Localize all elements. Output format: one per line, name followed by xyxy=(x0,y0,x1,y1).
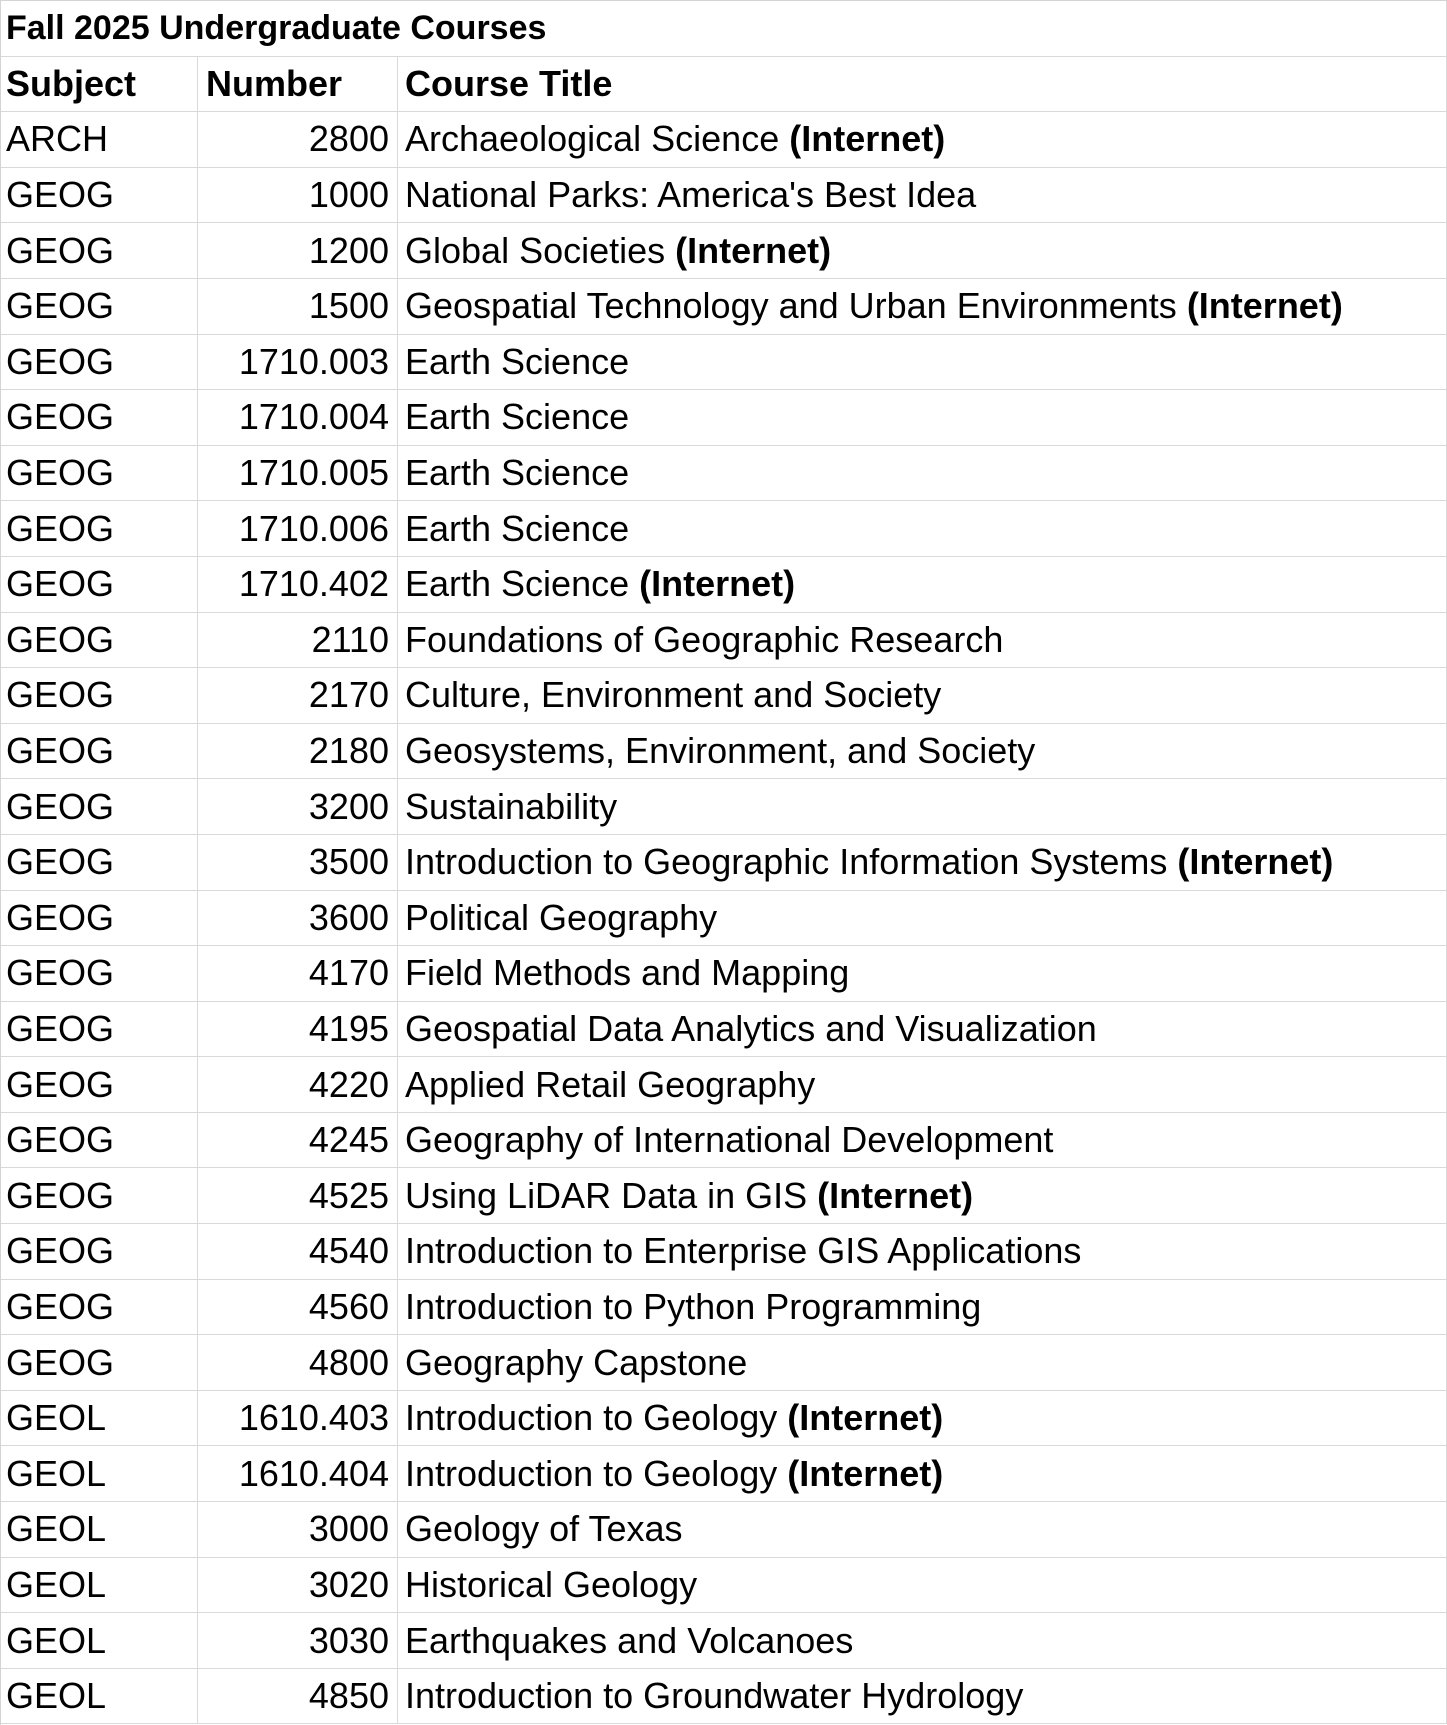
cell-course-title[interactable] xyxy=(398,446,1447,501)
cell-course-title[interactable] xyxy=(398,779,1447,834)
cell-subject[interactable]: GEOG xyxy=(1,335,198,390)
cell-subject[interactable]: GEOG xyxy=(1,223,198,278)
course-title-text: Introduction to Geographic Information Systems xyxy=(405,841,1168,883)
cell-subject[interactable]: GEOG xyxy=(1,1113,198,1168)
table-row[interactable] xyxy=(1,1113,1447,1169)
cell-number[interactable]: 1200 xyxy=(198,223,398,278)
cell-subject[interactable]: GEOG xyxy=(1,779,198,834)
table-row[interactable] xyxy=(1,668,1447,724)
cell-subject[interactable]: ARCH xyxy=(1,112,198,167)
cell-number[interactable]: 1710.003 xyxy=(198,335,398,390)
cell-course-title[interactable] xyxy=(398,390,1447,445)
cell-course-title[interactable] xyxy=(398,1613,1447,1668)
cell-number[interactable]: 1710.006 xyxy=(198,501,398,556)
course-title-text: Introduction to Geology xyxy=(405,1452,778,1494)
table-row[interactable] xyxy=(1,946,1447,1002)
cell-course-title[interactable] xyxy=(398,724,1447,779)
cell-subject[interactable]: GEOG xyxy=(1,835,198,890)
cell-subject[interactable]: GEOG xyxy=(1,1168,198,1223)
cell-course-title[interactable] xyxy=(398,1002,1447,1057)
table-row[interactable] xyxy=(1,1502,1447,1558)
cell-course-title[interactable] xyxy=(398,557,1447,612)
cell-number[interactable]: 4850 xyxy=(198,1669,398,1724)
cell-course-title[interactable] xyxy=(398,668,1447,723)
cell-number[interactable]: 1000 xyxy=(198,168,398,223)
cell-subject[interactable]: GEOG xyxy=(1,724,198,779)
header-number[interactable]: Number xyxy=(198,57,398,112)
header-subject[interactable]: Subject xyxy=(1,57,198,112)
cell-subject[interactable]: GEOG xyxy=(1,168,198,223)
cell-subject[interactable]: GEOG xyxy=(1,891,198,946)
course-title-text: Foundations of Geographic Research xyxy=(405,618,1004,660)
table-row[interactable] xyxy=(1,1558,1447,1614)
table-row[interactable] xyxy=(1,1224,1447,1280)
cell-number[interactable]: 3030 xyxy=(198,1613,398,1668)
cell-subject[interactable]: GEOL xyxy=(1,1558,198,1613)
table-row[interactable] xyxy=(1,1391,1447,1447)
course-title-text: Historical Geology xyxy=(405,1563,698,1605)
table-row[interactable] xyxy=(1,1613,1447,1669)
course-title-text: Introduction to Python Programming xyxy=(405,1285,982,1327)
table-row[interactable] xyxy=(1,168,1447,224)
cell-subject[interactable]: GEOG xyxy=(1,501,198,556)
table-row[interactable] xyxy=(1,724,1447,780)
cell-course-title[interactable] xyxy=(398,279,1447,334)
internet-tag: (Internet) xyxy=(787,1452,944,1494)
course-title-text: Introduction to Enterprise GIS Applications xyxy=(405,1230,1082,1272)
cell-subject[interactable]: GEOL xyxy=(1,1613,198,1668)
course-title-text: Applied Retail Geography xyxy=(405,1063,816,1105)
header-course-title[interactable]: Course Title xyxy=(398,57,1447,112)
cell-course-title[interactable] xyxy=(398,835,1447,890)
cell-subject[interactable]: GEOG xyxy=(1,446,198,501)
cell-course-title[interactable] xyxy=(398,946,1447,1001)
course-title-text: Earth Science xyxy=(405,507,630,549)
table-row[interactable] xyxy=(1,613,1447,669)
cell-number[interactable]: 4195 xyxy=(198,1002,398,1057)
cell-subject[interactable]: GEOG xyxy=(1,1335,198,1390)
cell-subject[interactable]: GEOL xyxy=(1,1669,198,1724)
table-row[interactable] xyxy=(1,557,1447,613)
cell-subject[interactable]: GEOG xyxy=(1,668,198,723)
cell-course-title[interactable] xyxy=(398,223,1447,278)
table-row[interactable] xyxy=(1,1002,1447,1058)
cell-subject[interactable]: GEOG xyxy=(1,557,198,612)
table-row[interactable] xyxy=(1,1669,1447,1725)
table-row[interactable] xyxy=(1,1446,1447,1502)
course-title-text: Earth Science xyxy=(405,340,630,382)
cell-subject[interactable]: GEOG xyxy=(1,1224,198,1279)
cell-course-title[interactable] xyxy=(398,112,1447,167)
course-title-text: Introduction to Geology xyxy=(405,1397,778,1439)
internet-tag: (Internet) xyxy=(789,118,946,160)
cell-subject[interactable]: GEOG xyxy=(1,390,198,445)
cell-number[interactable]: 3500 xyxy=(198,835,398,890)
cell-subject[interactable]: GEOG xyxy=(1,946,198,1001)
internet-tag: (Internet) xyxy=(817,1174,974,1216)
cell-number[interactable]: 2800 xyxy=(198,112,398,167)
table-row[interactable] xyxy=(1,891,1447,947)
cell-course-title[interactable] xyxy=(398,1057,1447,1112)
cell-course-title[interactable] xyxy=(398,335,1447,390)
cell-subject[interactable]: GEOG xyxy=(1,279,198,334)
cell-subject[interactable]: GEOG xyxy=(1,1002,198,1057)
table-row[interactable] xyxy=(1,779,1447,835)
cell-number[interactable]: 4220 xyxy=(198,1057,398,1112)
cell-number[interactable]: 4560 xyxy=(198,1280,398,1335)
course-title-text: Political Geography xyxy=(405,896,718,938)
cell-course-title[interactable] xyxy=(398,1446,1447,1501)
cell-number[interactable]: 1710.402 xyxy=(198,557,398,612)
cell-number[interactable]: 4525 xyxy=(198,1168,398,1223)
course-title-text: Geology of Texas xyxy=(405,1508,683,1550)
course-title-text: Geosystems, Environment, and Society xyxy=(405,730,1036,772)
course-title-text: Earth Science xyxy=(405,563,630,605)
cell-course-title[interactable] xyxy=(398,613,1447,668)
cell-number[interactable]: 3000 xyxy=(198,1502,398,1557)
cell-course-title[interactable] xyxy=(398,1113,1447,1168)
course-title-text: Earthquakes and Volcanoes xyxy=(405,1619,854,1661)
course-title-text: Using LiDAR Data in GIS xyxy=(405,1174,808,1216)
course-title-text: Earth Science xyxy=(405,396,630,438)
cell-number[interactable]: 1610.404 xyxy=(198,1446,398,1501)
table-row[interactable] xyxy=(1,835,1447,891)
table-row[interactable] xyxy=(1,390,1447,446)
cell-subject[interactable]: GEOG xyxy=(1,1280,198,1335)
course-title-text: Culture, Environment and Society xyxy=(405,674,942,716)
cell-subject[interactable]: GEOL xyxy=(1,1446,198,1501)
cell-number[interactable]: 4800 xyxy=(198,1335,398,1390)
table-row[interactable] xyxy=(1,223,1447,279)
table-row[interactable] xyxy=(1,446,1447,502)
cell-subject[interactable]: GEOL xyxy=(1,1502,198,1557)
cell-number[interactable]: 2180 xyxy=(198,724,398,779)
cell-number[interactable]: 3020 xyxy=(198,1558,398,1613)
cell-course-title[interactable] xyxy=(398,891,1447,946)
course-title-text: Introduction to Groundwater Hydrology xyxy=(405,1675,1024,1717)
internet-tag: (Internet) xyxy=(675,229,832,271)
cell-course-title[interactable] xyxy=(398,1502,1447,1557)
cell-number[interactable]: 3200 xyxy=(198,779,398,834)
cell-course-title[interactable] xyxy=(398,1280,1447,1335)
cell-number[interactable]: 2110 xyxy=(198,613,398,668)
table-row[interactable] xyxy=(1,1168,1447,1224)
table-row[interactable] xyxy=(1,279,1447,335)
cell-course-title[interactable] xyxy=(398,1669,1447,1724)
cell-number[interactable]: 1710.005 xyxy=(198,446,398,501)
table-row[interactable] xyxy=(1,1280,1447,1336)
cell-number[interactable]: 1710.004 xyxy=(198,390,398,445)
sheet-title-row[interactable] xyxy=(1,1,1447,57)
course-title-text: Archaeological Science xyxy=(405,118,780,160)
sheet-title[interactable]: Fall 2025 Undergraduate Courses xyxy=(1,1,1447,56)
cell-number[interactable]: 3600 xyxy=(198,891,398,946)
cell-course-title[interactable] xyxy=(398,168,1447,223)
course-title-text: Geospatial Technology and Urban Environments xyxy=(405,285,1177,327)
table-row[interactable] xyxy=(1,1057,1447,1113)
table-row[interactable] xyxy=(1,501,1447,557)
cell-course-title[interactable] xyxy=(398,1335,1447,1390)
cell-course-title[interactable] xyxy=(398,1558,1447,1613)
course-title-text: Field Methods and Mapping xyxy=(405,952,850,994)
cell-course-title[interactable] xyxy=(398,1168,1447,1223)
cell-number[interactable]: 4170 xyxy=(198,946,398,1001)
table-row[interactable] xyxy=(1,1335,1447,1391)
cell-number[interactable]: 1610.403 xyxy=(198,1391,398,1446)
course-title-text: Sustainability xyxy=(405,785,618,827)
course-title-text: Geography of International Development xyxy=(405,1119,1054,1161)
cell-course-title[interactable] xyxy=(398,1391,1447,1446)
header-row[interactable] xyxy=(1,57,1447,113)
cell-number[interactable]: 4540 xyxy=(198,1224,398,1279)
cell-subject[interactable]: GEOG xyxy=(1,613,198,668)
internet-tag: (Internet) xyxy=(1177,841,1334,883)
course-title-text: Earth Science xyxy=(405,452,630,494)
cell-subject[interactable]: GEOG xyxy=(1,1057,198,1112)
course-rows xyxy=(1,112,1447,1724)
cell-subject[interactable]: GEOL xyxy=(1,1391,198,1446)
course-title-text: National Parks: America's Best Idea xyxy=(405,174,977,216)
course-title-text: Geography Capstone xyxy=(405,1341,748,1383)
internet-tag: (Internet) xyxy=(1186,285,1343,327)
internet-tag: (Internet) xyxy=(787,1397,944,1439)
table-row[interactable] xyxy=(1,335,1447,391)
table-row[interactable] xyxy=(1,112,1447,168)
cell-course-title[interactable] xyxy=(398,1224,1447,1279)
cell-number[interactable]: 4245 xyxy=(198,1113,398,1168)
course-title-text: Global Societies xyxy=(405,229,666,271)
internet-tag: (Internet) xyxy=(639,563,796,605)
cell-number[interactable]: 1500 xyxy=(198,279,398,334)
cell-number[interactable]: 2170 xyxy=(198,668,398,723)
cell-course-title[interactable] xyxy=(398,501,1447,556)
course-title-text: Geospatial Data Analytics and Visualization xyxy=(405,1007,1097,1049)
